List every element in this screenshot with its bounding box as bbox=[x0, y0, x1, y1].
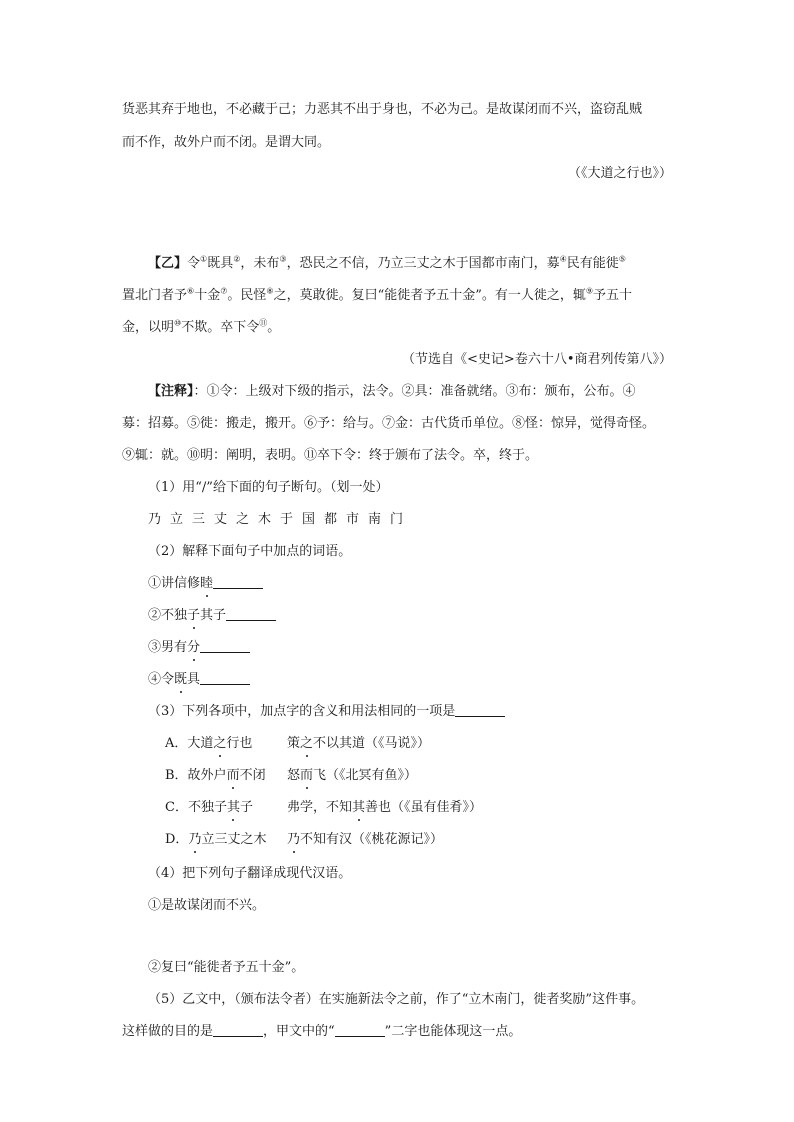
q5-line-1: （5）乙文中，（颁布法令者）在实施新法令之前，作了“立木南门，徙者奖励”这件事。 bbox=[148, 992, 645, 1007]
yi-label: 【乙】 bbox=[148, 256, 188, 271]
q1-sentence: 乃立三丈之木于国都市南门 bbox=[148, 512, 413, 527]
jia-source: （《大道之行也》） bbox=[567, 166, 672, 181]
answer-blank[interactable] bbox=[200, 670, 250, 685]
q5-line-2: 这样做的目的是 ，甲文中的“ ”二字也能体现这一点。 bbox=[122, 1024, 522, 1039]
q2-item-3: ③男有分 bbox=[148, 638, 708, 658]
notes-line-1: 【注释】：①令：上级对下级的指示，法令。②具：准备就绪。③布：颁布，公布。④ bbox=[148, 384, 636, 399]
notes-line-3: ⑨辄：就。⑩明：阐明，表明。⑪卒下令：终于颁布了法令。卒，终于。 bbox=[122, 448, 539, 463]
yi-text-line-1: 【乙】令①既具②，未布③，恐民之不信，乃立三丈之木于国都市南门，募④民有能徙⑤ bbox=[148, 254, 626, 271]
q4-prompt: （4）把下列句子翻译成现代汉语。 bbox=[148, 866, 352, 881]
q3-prompt: （3）下列各项中，加点字的含义和用法相同的一项是 bbox=[148, 702, 708, 722]
q2-item-2: ②不独子其子 bbox=[148, 606, 708, 626]
jia-text-line-2: 而不作，故外户而不闭。是谓大同。 bbox=[122, 135, 331, 150]
answer-blank[interactable] bbox=[213, 574, 263, 589]
yi-text-line-2: 置北门者予⑥十金⑦。民怪⑧之，莫敢徙。复曰“能徙者予五十金”。有一人徙之，辄⑨予五十 bbox=[122, 286, 633, 303]
answer-blank[interactable] bbox=[335, 1022, 385, 1037]
q3-option-d-right: 乃不知有汉（《桃花源记》） bbox=[287, 830, 443, 850]
q2-item-4: ④令既具 bbox=[148, 670, 708, 690]
q3-option-b-right: 怒而飞（《北冥有鱼》） bbox=[287, 766, 417, 786]
answer-blank[interactable] bbox=[455, 702, 505, 717]
answer-blank[interactable] bbox=[226, 606, 276, 621]
q2-item-1: ①讲信修睦 bbox=[148, 574, 708, 594]
q3-option-b-left: B．故外户而不闭 bbox=[165, 766, 266, 786]
answer-blank[interactable] bbox=[213, 1022, 263, 1037]
q3-option-a-right: 策之不以其道（《马说》） bbox=[287, 734, 430, 754]
q4-sentence-2: ②复曰“能徙者予五十金”。 bbox=[148, 960, 305, 975]
q3-option-c-right: 弗学，不知其善也（《虽有佳肴》） bbox=[287, 798, 482, 818]
q3-option-a-left: A．大道之行也 bbox=[165, 734, 252, 754]
q2-prompt: （2）解释下面句子中加点的词语。 bbox=[148, 544, 352, 559]
yi-text-line-3: 金，以明⑩不欺。卒下令⑪。 bbox=[122, 318, 281, 335]
notes-label: 【注释】 bbox=[148, 384, 194, 399]
notes-line-2: 募：招募。⑤徙：搬走，搬开。⑥予：给与。⑦金：古代货币单位。⑧怪：惊异，觉得奇怪。 bbox=[122, 416, 656, 431]
q1-prompt: （1）用“/”给下面的句子断句。（划一处） bbox=[148, 480, 389, 495]
q3-option-c-left: C．不独子其子 bbox=[165, 798, 253, 818]
q3-option-d-left: D．乃立三丈之木 bbox=[165, 830, 266, 850]
jia-text-line-1: 货恶其弃于地也，不必藏于己；力恶其不出于身也，不必为己。是故谋闭而不兴，盗窃乱贼 bbox=[122, 102, 643, 117]
q4-sentence-1: ①是故谋闭而不兴。 bbox=[148, 898, 266, 913]
yi-source: （节选自《<史记>卷六十八•商君列传第八》） bbox=[402, 352, 672, 367]
answer-blank[interactable] bbox=[200, 638, 250, 653]
